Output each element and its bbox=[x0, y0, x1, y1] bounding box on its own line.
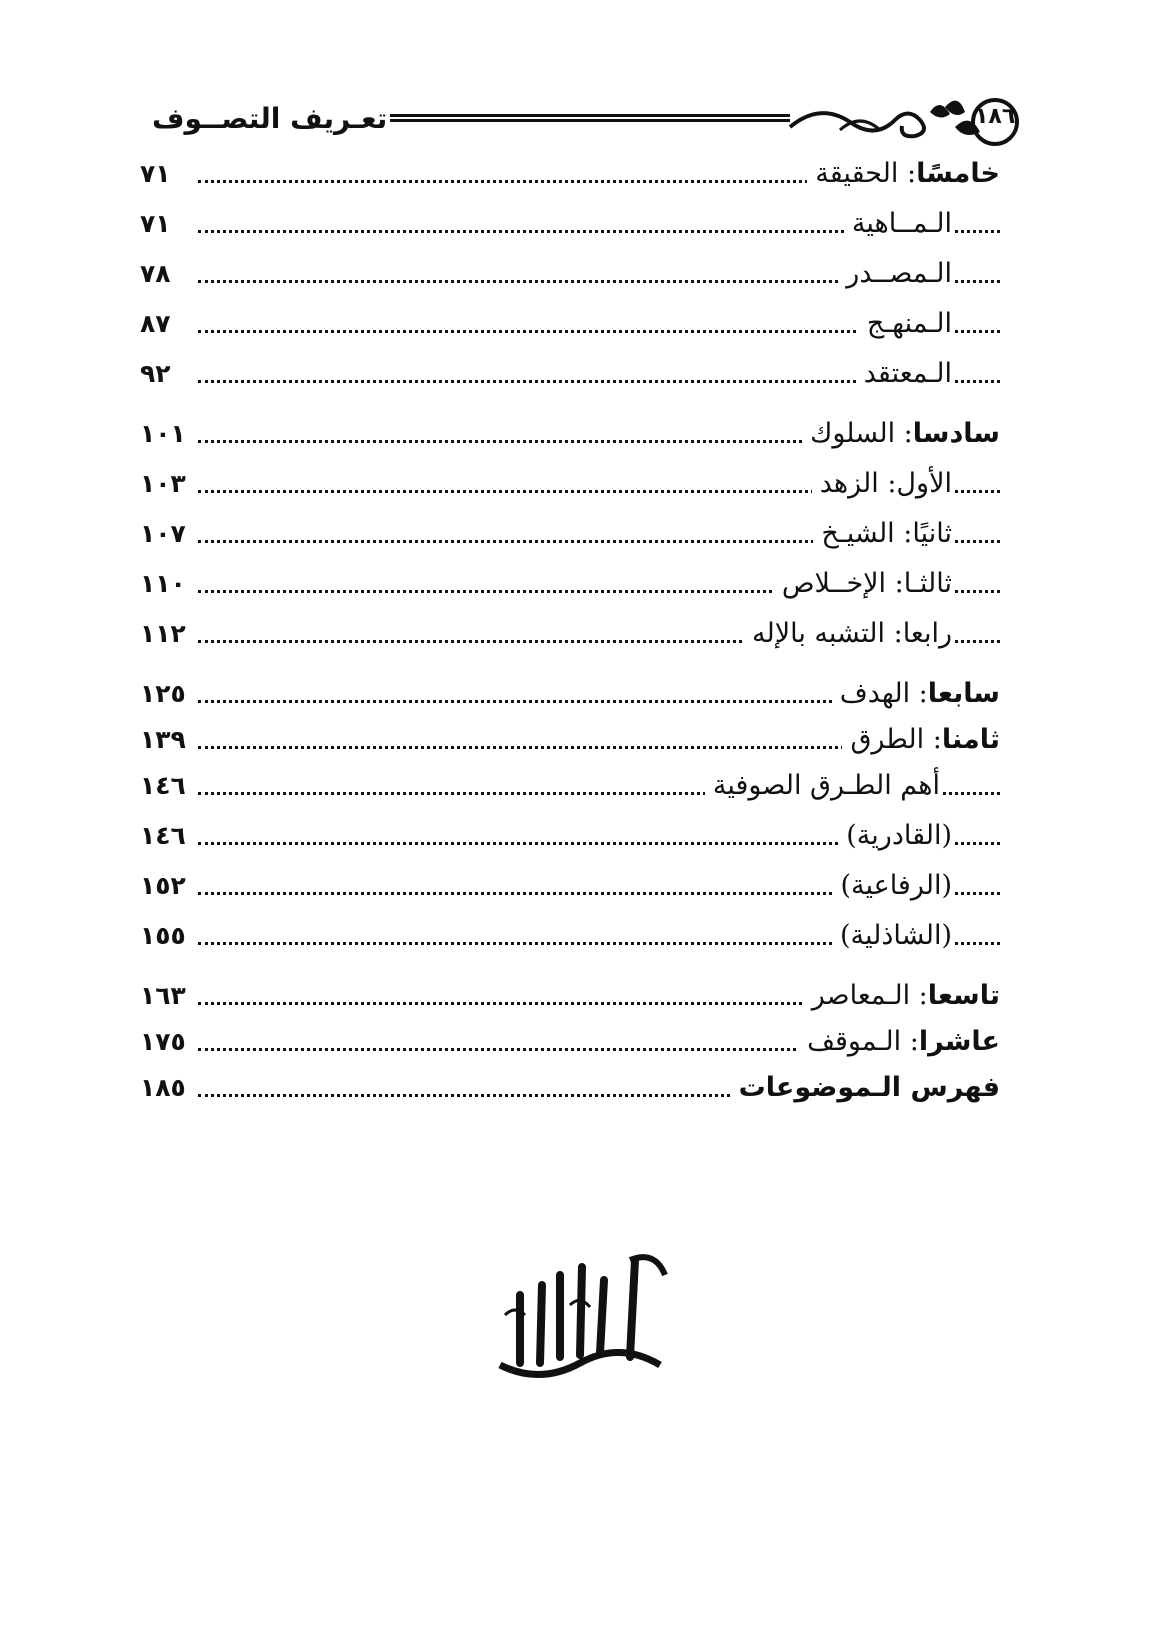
toc-entry-heading: خامسًا bbox=[916, 158, 1000, 189]
toc-entry-page: ١٤٦ bbox=[140, 764, 196, 808]
toc-entry-page: ٧٨ bbox=[140, 252, 196, 296]
toc-entry-title bbox=[804, 974, 1000, 1018]
toc-entry-label: : الهدف bbox=[839, 678, 928, 709]
toc-entry-title bbox=[844, 202, 952, 246]
toc-entry-title bbox=[774, 562, 952, 606]
toc-entry-page: ١١٢ bbox=[140, 612, 196, 656]
toc-entry bbox=[140, 914, 1000, 958]
toc-entry bbox=[140, 672, 1000, 716]
toc-entry bbox=[140, 352, 1000, 396]
toc-entry-label: ثانيًا: الشيـخ bbox=[821, 518, 952, 549]
toc-entry bbox=[140, 718, 1000, 762]
toc-entry bbox=[140, 814, 1000, 858]
toc-entry-label: الـمعتقد bbox=[863, 358, 952, 389]
toc-entry-label: رابعا: التشبه بالإله bbox=[752, 618, 952, 649]
toc-entry-title bbox=[838, 814, 952, 858]
toc-entry-page: ١١٠ bbox=[140, 562, 196, 606]
toc-entry-title bbox=[832, 672, 1000, 716]
toc-entry-heading: ثامنا bbox=[941, 724, 1000, 755]
toc-entry-page: ١٠١ bbox=[140, 412, 196, 456]
toc-entry-page: ١٥٢ bbox=[140, 864, 196, 908]
toc-entry-label: أهم الطـرق الصوفية bbox=[712, 770, 940, 801]
toc-entry-page: ٩٢ bbox=[140, 352, 196, 396]
toc-entry-label: الـمنهـج bbox=[866, 308, 952, 339]
toc-entry-page: ١٧٥ bbox=[140, 1020, 196, 1064]
toc-entry bbox=[140, 764, 1000, 808]
book-title: تعـريف التصــوف bbox=[152, 102, 388, 135]
toc-entry-page: ١٥٥ bbox=[140, 914, 196, 958]
toc-entry-heading: فهرس الـموضوعات bbox=[738, 1072, 1000, 1103]
toc-entry-title bbox=[842, 718, 1000, 762]
toc-entry bbox=[140, 562, 1000, 606]
toc-entry bbox=[140, 512, 1000, 556]
toc-entry-title bbox=[807, 152, 1000, 196]
toc-entry-title bbox=[802, 412, 1000, 456]
toc-entry bbox=[140, 462, 1000, 506]
toc-entry bbox=[140, 412, 1000, 456]
toc-entry-label: : الـمعاصر bbox=[811, 980, 928, 1011]
toc-entry-page: ١٨٥ bbox=[140, 1066, 196, 1110]
toc-entry bbox=[140, 302, 1000, 346]
toc-entry bbox=[140, 974, 1000, 1018]
header-rule bbox=[390, 114, 790, 128]
toc-entry bbox=[140, 152, 1000, 196]
calligraphy-logo-icon bbox=[480, 1245, 680, 1395]
toc-entry bbox=[140, 864, 1000, 908]
toc-entry-title bbox=[731, 1066, 1000, 1110]
toc-entry bbox=[140, 252, 1000, 296]
toc-entry bbox=[140, 612, 1000, 656]
toc-entry-title bbox=[813, 512, 952, 556]
toc-entry-title bbox=[705, 764, 940, 808]
toc-entry-label: : الحقيقة bbox=[815, 158, 917, 189]
toc-entry-title bbox=[744, 612, 952, 656]
toc-entry-page: ١٠٧ bbox=[140, 512, 196, 556]
toc-entry-title bbox=[856, 352, 952, 396]
toc-entry-page: ١٤٦ bbox=[140, 814, 196, 858]
toc-entry-label: (الشاذلية) bbox=[840, 920, 952, 951]
toc-entry-page: ١٣٩ bbox=[140, 718, 196, 762]
toc-entry-label: الـمصــدر bbox=[846, 258, 952, 289]
toc-entry-page: ٨٧ bbox=[140, 302, 196, 346]
toc-entry-label: (القادرية) bbox=[846, 820, 952, 851]
toc-entry-page: ١٠٣ bbox=[140, 462, 196, 506]
toc-entry-title bbox=[832, 914, 952, 958]
toc-entry-title bbox=[832, 864, 952, 908]
toc-entry-label: : الـموقف bbox=[807, 1026, 919, 1057]
toc-entry-title bbox=[799, 1020, 1000, 1064]
toc-entry-label: ثالثـا: الإخــلاص bbox=[781, 568, 952, 599]
toc-entry-label: : السلوك bbox=[810, 418, 913, 449]
toc-entry-page: ١٢٥ bbox=[140, 672, 196, 716]
toc-entry-label: : الطرق bbox=[850, 724, 942, 755]
page-number: ١٨٦ bbox=[975, 104, 1016, 129]
toc-entry bbox=[140, 1066, 1000, 1110]
toc-entry-heading: عاشرا bbox=[918, 1026, 1000, 1057]
toc-entry-heading: تاسعا bbox=[927, 980, 1000, 1011]
toc-entry-label: الأول: الزهد bbox=[819, 468, 952, 499]
toc-entry-label: (الرفاعية) bbox=[840, 870, 952, 901]
toc-entry-page: ١٦٣ bbox=[140, 974, 196, 1018]
toc-entry-title bbox=[859, 302, 952, 346]
toc-entry-label: الـمــاهية bbox=[851, 208, 952, 239]
toc-entry bbox=[140, 202, 1000, 246]
toc-entry-title bbox=[812, 462, 952, 506]
toc-entry-page: ٧١ bbox=[140, 152, 196, 196]
toc-entry-title bbox=[838, 252, 952, 296]
toc-entry bbox=[140, 1020, 1000, 1064]
toc-entry-page: ٧١ bbox=[140, 202, 196, 246]
toc-entry-heading: سادسا bbox=[912, 418, 1000, 449]
toc-entry-heading: سابعا bbox=[927, 678, 1000, 709]
